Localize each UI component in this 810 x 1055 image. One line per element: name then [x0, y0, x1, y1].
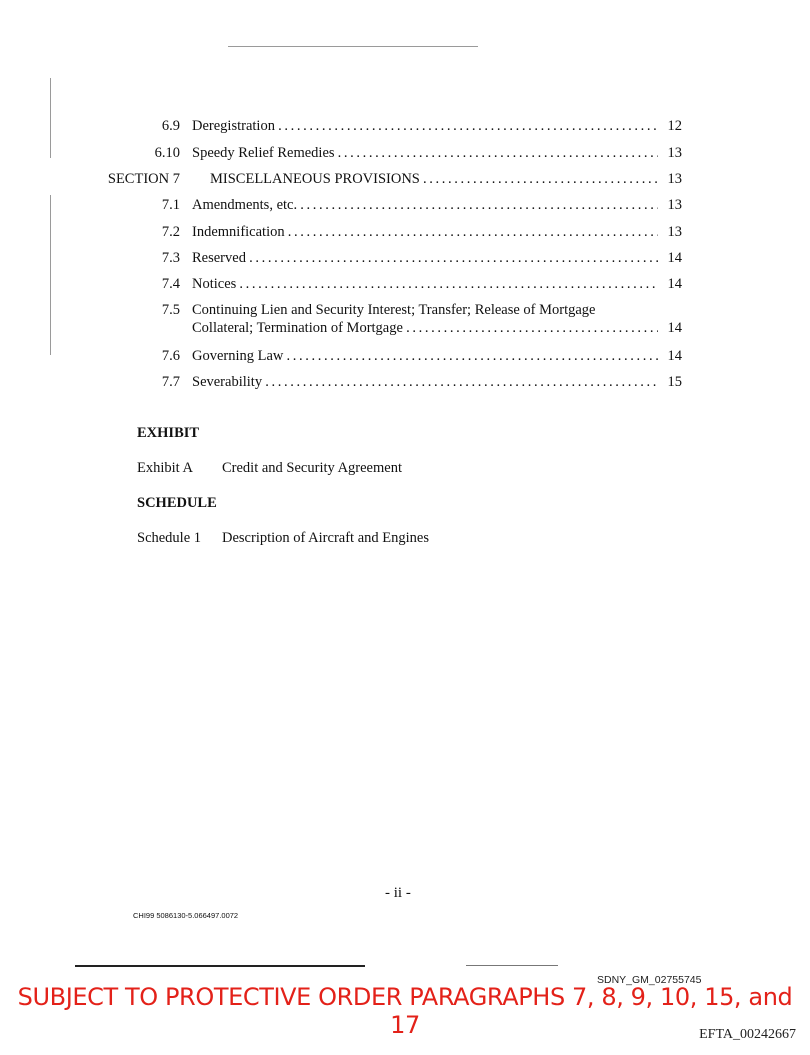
page-number: - ii - — [385, 885, 411, 901]
protective-order-banner: SUBJECT TO PROTECTIVE ORDER PARAGRAPHS 7, 8, 9, 10, 15, and 17 — [17, 983, 793, 1039]
toc-entry-7-5 — [0, 300, 810, 340]
toc-title-line1: Continuing Lien and Security Interest; Transfer; Release of Mortgage — [192, 302, 596, 318]
schedule-description: Description of Aircraft and Engines — [222, 530, 429, 546]
toc-number: 7.5 — [161, 302, 180, 318]
exhibit-description: Credit and Security Agreement — [222, 460, 402, 476]
toc-page: 13 — [667, 171, 682, 187]
scan-artifact-top — [228, 46, 478, 47]
toc-number: 7.4 — [161, 276, 180, 292]
toc-entry-7-3 — [0, 248, 810, 268]
toc-number: SECTION 7 — [107, 171, 180, 187]
toc-title: MISCELLANEOUS PROVISIONS . . . — [210, 169, 658, 189]
toc-title: Severability . . . — [192, 372, 658, 392]
exhibit-heading: EXHIBIT — [137, 425, 200, 441]
toc-page: 14 — [667, 320, 682, 336]
footer-rule — [75, 965, 365, 967]
toc-entry-section-7 — [0, 169, 810, 189]
toc-title: Notices . . . — [192, 274, 658, 294]
bates-number: SDNY_GM_02755745 — [597, 974, 702, 986]
toc-number: 7.7 — [161, 374, 180, 390]
toc-title: Deregistration . . . — [192, 116, 658, 136]
toc-number: 7.3 — [161, 250, 180, 266]
toc-page: 12 — [667, 118, 682, 134]
toc-entry-6-10 — [0, 143, 810, 163]
exhibit-label: Exhibit A — [137, 460, 193, 476]
toc-entry-7-1 — [0, 195, 810, 215]
toc-page: 14 — [667, 348, 682, 364]
schedule-heading: SCHEDULE — [137, 495, 217, 511]
toc-title: Indemnification . . . — [192, 222, 658, 242]
toc-title: Speedy Relief Remedies . . . — [192, 143, 658, 163]
toc-entry-7-4 — [0, 274, 810, 294]
toc-number: 7.6 — [161, 348, 180, 364]
schedule-label: Schedule 1 — [137, 530, 202, 546]
toc-page: 13 — [667, 197, 682, 213]
toc-number: 6.10 — [154, 145, 180, 161]
toc-entry-7-6 — [0, 346, 810, 366]
toc-number: 6.9 — [161, 118, 180, 134]
footer-rule-right — [466, 965, 558, 966]
toc-entry-6-9 — [0, 116, 810, 136]
document-id: CHI99 5086130-5.066497.0072 — [133, 911, 239, 920]
toc-page: 13 — [667, 145, 682, 161]
toc-title: Amendments, etc. . . . — [192, 195, 658, 215]
toc-number: 7.1 — [161, 197, 180, 213]
toc-page: 14 — [667, 250, 682, 266]
efta-number: EFTA_00242667 — [699, 1027, 796, 1042]
toc-entry-7-2 — [0, 222, 810, 242]
toc-page: 15 — [667, 374, 682, 390]
toc-page: 13 — [667, 224, 682, 240]
toc-title-line2: Collateral; Termination of Mortgage . . . — [192, 318, 658, 338]
toc-title: Governing Law . . . — [192, 346, 658, 366]
toc-page: 14 — [667, 276, 682, 292]
toc-title: Reserved . . . — [192, 248, 658, 268]
toc-number: 7.2 — [161, 224, 180, 240]
toc-entry-7-7 — [0, 372, 810, 392]
